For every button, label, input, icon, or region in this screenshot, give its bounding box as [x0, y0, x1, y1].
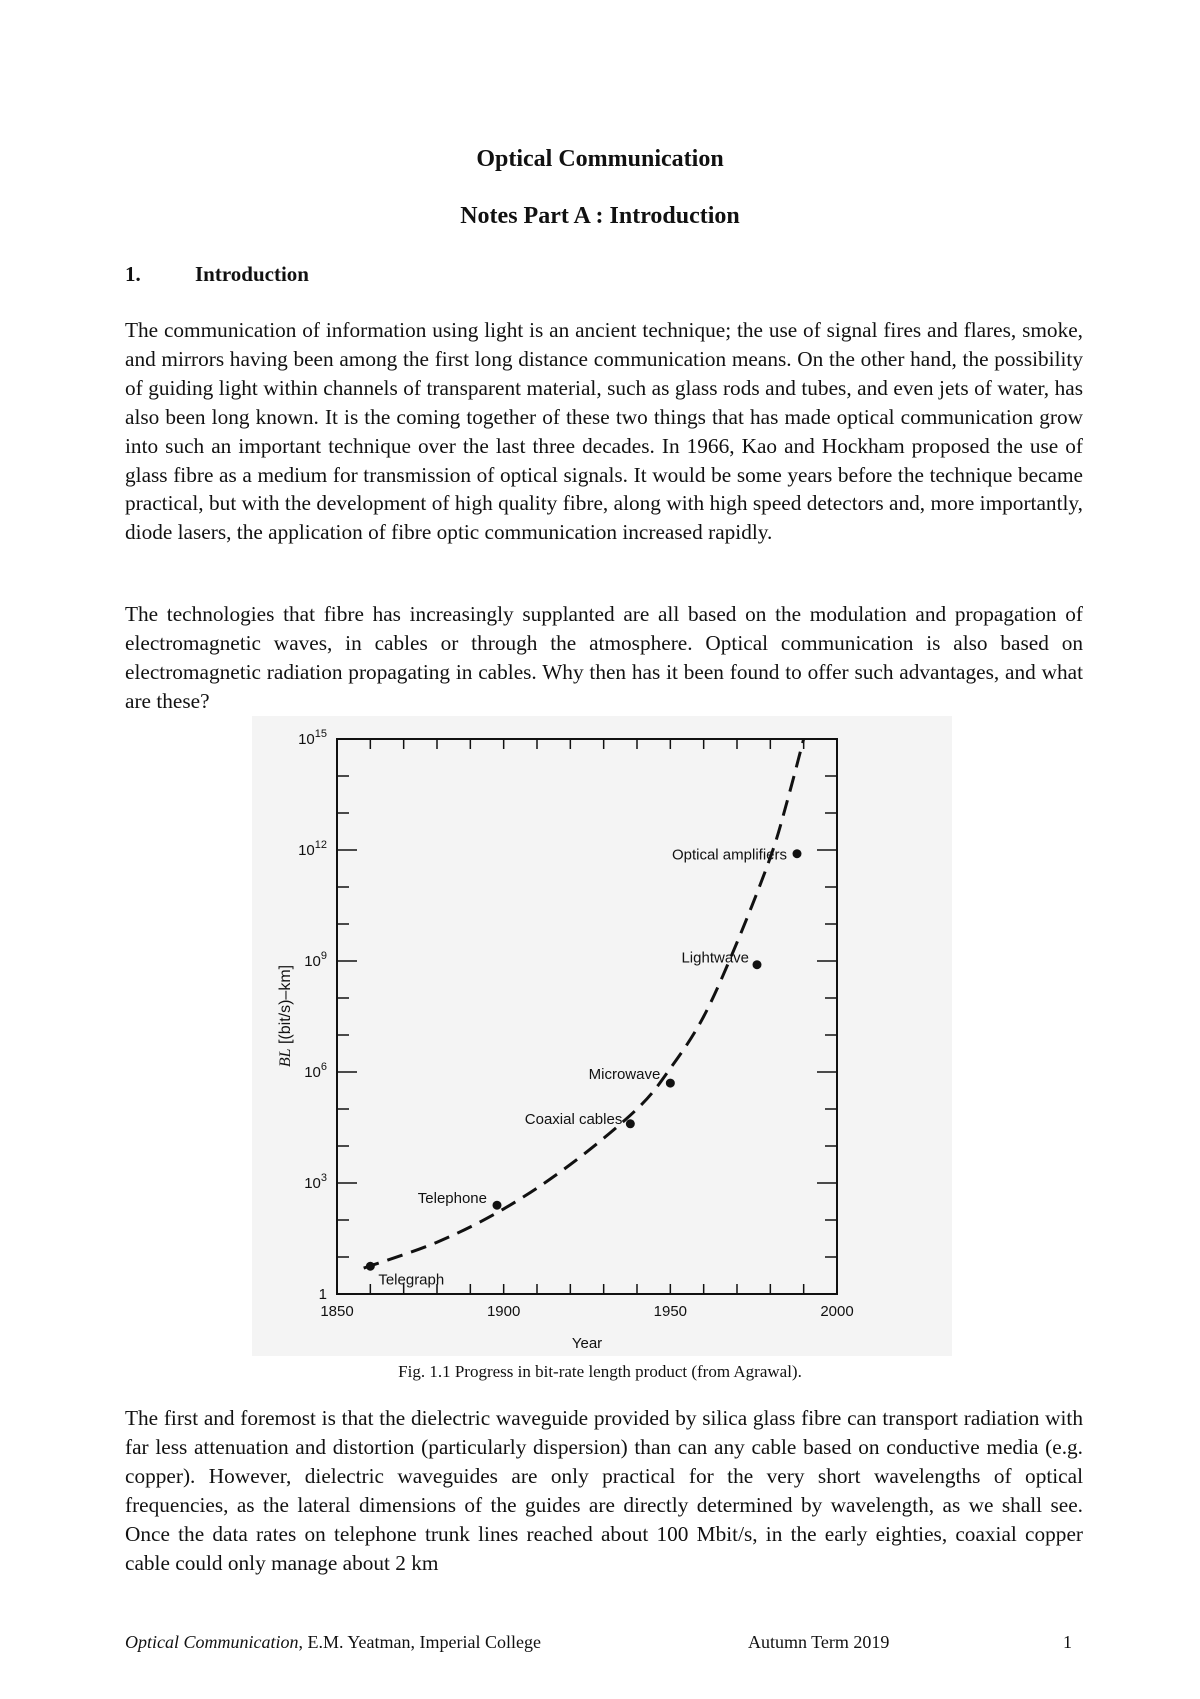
- y-tick-label: $10^3$: [304, 1172, 327, 1192]
- footer-citation: [125, 1632, 541, 1653]
- figure-background: [252, 716, 952, 1356]
- label-lightwave: Lightwave: [681, 949, 749, 967]
- paragraph-2: The technologies that fibre has increasingly supplanted are all based on the modulation and propagation of electromagnetic waves, in cables or through the atmosphere. Optical communication is also based on electromagnetic radiation propagating in cables. Why then has it been found to offer such advantages, and what are these?: [125, 602, 1083, 713]
- footer-term: Autumn Term 2019: [748, 1632, 890, 1652]
- label-telephone: Telephone: [417, 1190, 487, 1208]
- x-tick-label: 1950: [653, 1303, 688, 1320]
- label-telegraph: Telegraph: [378, 1271, 445, 1289]
- y-axis-label-italic: BL: [277, 1048, 294, 1068]
- paragraph-1: The communication of information using light is an ancient technique; the use of signal fires and flares, smoke, and mirrors having been among the first long distance communication means. On the other hand, the possibility of guiding light within channels of transparent material, such as glass rods and tubes, and even jets of water, has also been long known. It is the coming together of these two things that has made optical communication grow into such an important technique over the last three decades. In 1966, Kao and Hockham proposed the use of glass fibre as a medium for transmission of optical signals. It would be some years before the technique became practical, but with the development of high quality fibre, along with high speed detectors and, more importantly, diode lasers, the application of fibre optic communication increased rapidly.: [125, 318, 1083, 545]
- y-tick-label: $10^{15}$: [298, 728, 327, 748]
- section-number: 1.: [125, 262, 141, 286]
- y-tick-label: $10^6$: [304, 1061, 327, 1081]
- point-telegraph: [366, 1262, 375, 1271]
- point-optical-amplifiers: [793, 849, 802, 858]
- x-tick-label: 1850: [320, 1303, 354, 1320]
- x-axis-label: Year: [571, 1335, 603, 1352]
- x-tick-label: 2000: [820, 1303, 854, 1320]
- section-title: Introduction: [195, 262, 309, 286]
- point-telephone: [493, 1201, 502, 1210]
- y-tick-label: 1: [318, 1286, 327, 1303]
- bl-chart: [252, 716, 952, 1356]
- footer-course: Optical Communication: [125, 1632, 299, 1652]
- document-title: Optical Communication: [476, 146, 724, 172]
- label-coaxial-cables: Coaxial cables: [524, 1110, 623, 1128]
- footer-author: , E.M. Yeatman, Imperial College: [298, 1632, 541, 1652]
- label-optical-amplifiers: Optical amplifiers: [671, 846, 787, 864]
- section-heading: [125, 262, 309, 287]
- document-subtitle: Notes Part A : Introduction: [460, 203, 740, 229]
- figure-caption: Fig. 1.1 Progress in bit-rate length product (from Agrawal).: [398, 1362, 802, 1381]
- paragraph-3: The first and foremost is that the dielectric waveguide provided by silica glass fibre can transport radiation with far less attenuation and distortion (particularly dispersion) than can any cable based on conductive media (e.g. copper). However, dielectric waveguides are only practical for the very short wavelengths of optical frequencies, as the lateral dimensions of the guides are directly determined by wavelength, as we shall see. Once the data rates on telephone trunk lines reached about 100 Mbit/s, in the early eighties, coaxial copper cable could only manage about 2 km: [125, 1406, 1083, 1575]
- footer-page-number: 1: [1063, 1632, 1072, 1652]
- y-axis-label: [277, 965, 294, 1067]
- y-axis-label-rest: [(bit/s)–km]: [277, 964, 294, 1049]
- point-coaxial-cables: [626, 1119, 635, 1128]
- point-lightwave: [753, 960, 762, 969]
- figure-bl-progress: [252, 716, 952, 1356]
- y-tick-label: $10^{12}$: [298, 839, 327, 859]
- x-tick-label: 1900: [486, 1303, 521, 1320]
- point-microwave: [666, 1079, 675, 1088]
- y-tick-label: $10^9$: [304, 950, 327, 970]
- label-microwave: Microwave: [588, 1066, 661, 1084]
